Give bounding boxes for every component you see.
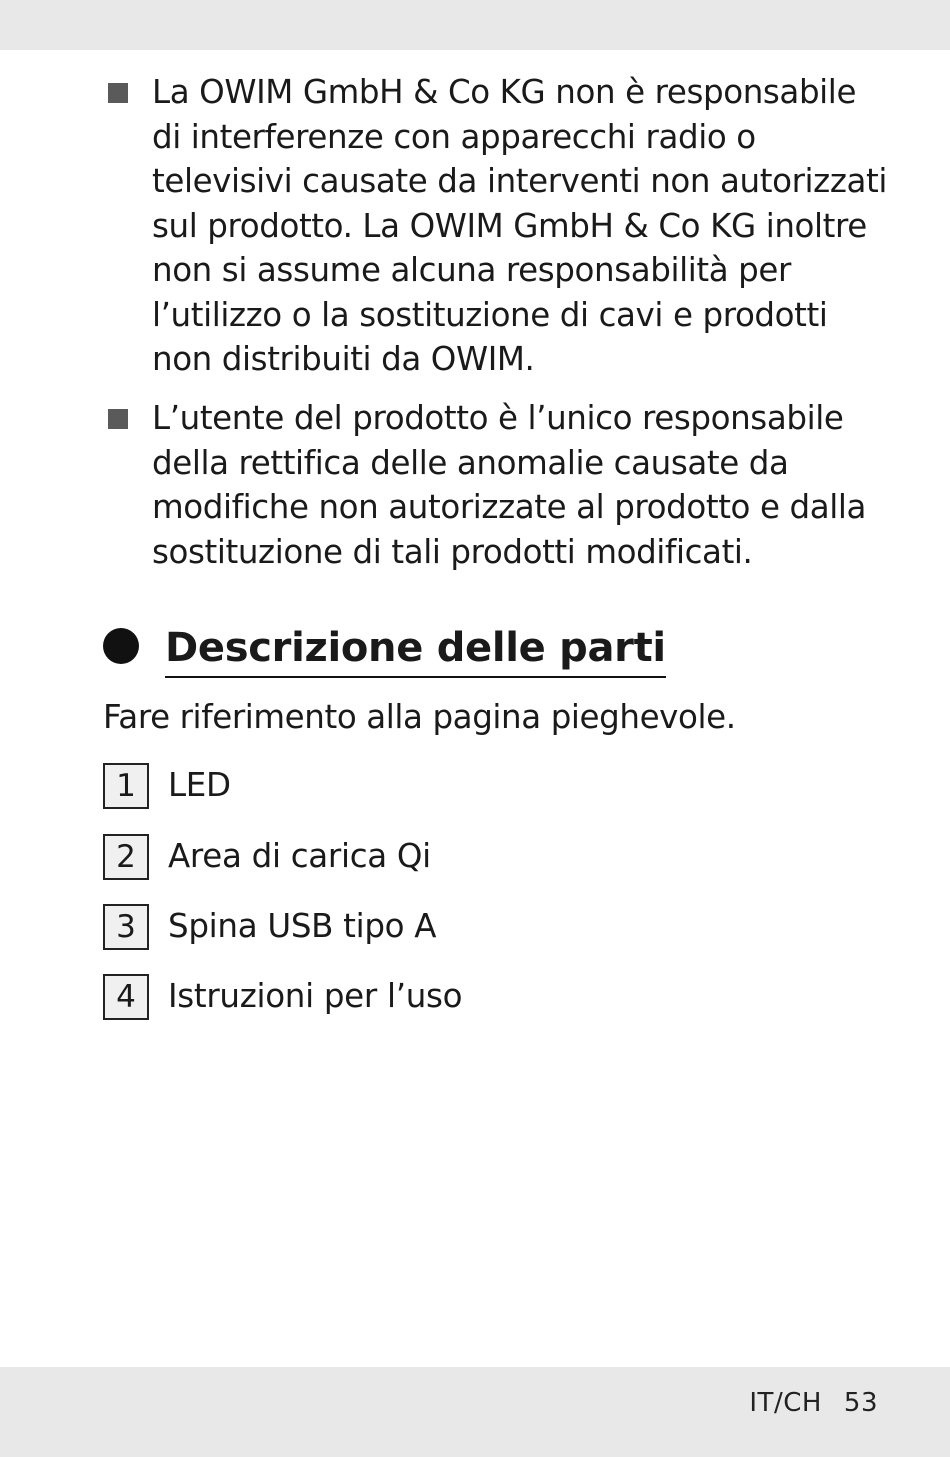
part-label: Area di carica Qi (168, 837, 431, 875)
part-number-box: 4 (103, 974, 149, 1020)
part-label: LED (168, 766, 231, 804)
note-text: La OWIM GmbH & Co KG non è responsabile di interferenze con apparecchi radio o televisivi causate da interventi non autorizzati sul prodotto. La OWIM GmbH & Co KG inoltre non si assume alcuna responsabilità per l’utilizzo o la sostituzione di cavi e prodotti non distribuiti da OWIM. (152, 73, 887, 378)
part-number-box: 1 (103, 763, 149, 809)
part-label: Spina USB tipo A (168, 907, 437, 945)
square-bullet-icon (108, 83, 128, 103)
part-label: Istruzioni per l’uso (168, 977, 463, 1015)
note-text: L’utente del prodotto è l’unico responsabile della rettifica delle anomalie causate da modifiche non autorizzate al prodotto e dalla sostituzione di tali prodotti modificati. (152, 399, 867, 571)
page-footer (749, 1388, 878, 1418)
page-number: 53 (843, 1388, 878, 1418)
section-intro: Fare riferimento alla pagina pieghevole. (103, 698, 736, 736)
section-title: Descrizione delle parti (165, 620, 666, 678)
part-number-box: 2 (103, 834, 149, 880)
square-bullet-icon (108, 409, 128, 429)
top-band (0, 0, 950, 50)
footer-language: IT/CH (749, 1388, 822, 1418)
circle-bullet-icon (103, 628, 139, 664)
part-number-box: 3 (103, 904, 149, 950)
